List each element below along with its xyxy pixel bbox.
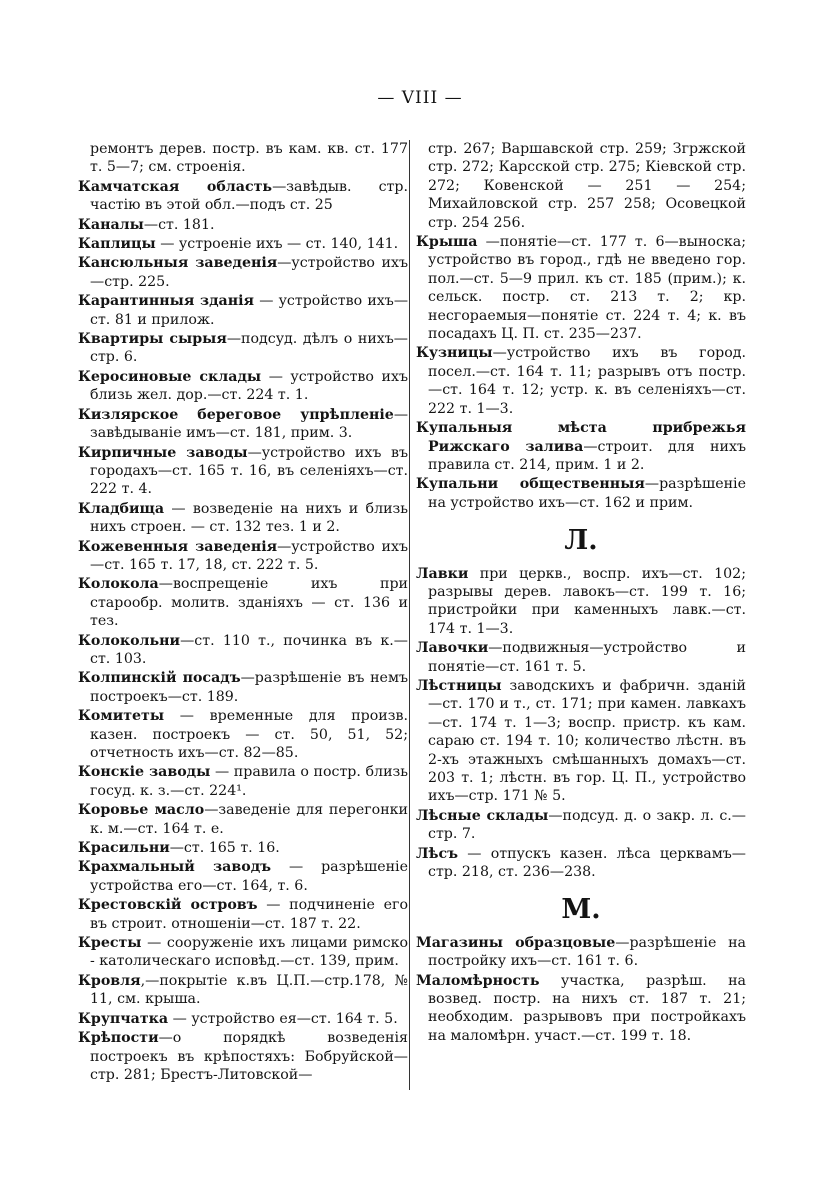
page-number: — VIII — — [377, 88, 463, 108]
index-entry: ремонтъ дерев. постр. въ кам. кв. ст. 177 т. 5—7; см. строенія. — [90, 141, 408, 176]
index-entry: Керосиновые склады — устройство ихъ близь жел. дор.—ст. 224 т. 1. — [78, 368, 408, 404]
index-entry: Колокола—воспрещеніе ихъ при старообр. молитв. зданіяхъ — ст. 136 и тез. — [78, 576, 408, 630]
index-entry: Колпинскій посадъ—разрѣшеніе въ немъ построекъ—ст. 189. — [78, 670, 409, 705]
index-entry: Крахмальный заводъ — разрѣшеніе устройства его—ст. 164, т. 6. — [78, 859, 408, 894]
index-entry: Маломѣрность участка, разрѣш. на возвед. постр. на нихъ ст. 187 т. 21; необходим. разрывовъ при постройкахъ на маломѣрн. участ.—ст. 199 т. 18. — [416, 972, 746, 1044]
index-entry: Каналы—ст. 181. — [78, 216, 215, 233]
section-letter-m: М. — [561, 894, 601, 926]
index-entry: Крупчатка — устройство ея—ст. 164 т. 5. — [78, 1010, 398, 1027]
index-entry: Квартиры сырыя—подсуд. дѣлъ о нихъ—стр. 6. — [78, 331, 408, 366]
index-entry: Камчатская область—завѣдыв. стр. частію въ этой обл.—подъ ст. 25 — [78, 178, 408, 214]
index-entry: Каплицы — устроеніе ихъ — ст. 140, 141. — [78, 236, 399, 253]
index-entry: Купальни общественныя—разрѣшеніе на устройство ихъ—ст. 162 и прим. — [416, 476, 746, 511]
index-entry: Кладбища — возведеніе на нихъ и близь нихъ строен. — ст. 132 тез. 1 и 2. — [78, 500, 408, 536]
index-entry: Лѣсъ — отпускъ казен. лѣса церквамъ—стр. 218, ст. 236—238. — [416, 845, 746, 881]
index-entry: Кожевенныя заведенія—устройство ихъ—ст. 165 т. 17, 18, ст. 222 т. 5. — [78, 538, 408, 573]
index-entry: Карантинныя зданія — устройство ихъ—ст. 81 и прилож. — [78, 293, 409, 328]
index-entry: Лѣстницы заводскихъ и фабричн. зданій—ст. 170 и т., ст. 171; при камен. лавкахъ—ст. 174 т. 1—3; воспр. пристр. къ кам. сараю ст. 194 т. 10; количество лѣстн. въ 2-хъ этажныхъ смѣшанныхъ домахъ—ст. 203 т. 1; лѣстн. въ гор. Ц. П., устройство ихъ—стр. 171 № 5. — [416, 677, 746, 805]
index-entry: Комитеты — временные для произв. казен. построекъ — ст. 50, 51, 52; отчетность ихъ—ст. 82—85. — [78, 708, 408, 761]
index-entry: Купальныя мѣста прибрежья Рижскаго залива—строит. для нихъ правила ст. 214, прим. 1 и 2. — [416, 420, 746, 473]
index-entry: Колокольни—ст. 110 т., починка въ к.—ст. 103. — [78, 632, 408, 667]
index-entry: Коровье масло—заведеніе для перегонки к. м.—ст. 164 т. е. — [78, 802, 408, 837]
index-column-right — [416, 140, 746, 1046]
index-entry: Крыша —понятіе—ст. 177 т. 6—выноска; устройство въ город., гдѣ не введено гор. пол.—ст. 5—9 прил. къ ст. 185 (прим.); к. сельск. постр. ст. 213 т. 2; кр. несгораемыя—понятіе ст. 224 т. 4; к. въ посадахъ Ц. П. ст. 235—237. — [416, 234, 746, 343]
index-entry: Красильни—ст. 165 т. 16. — [78, 840, 280, 857]
index-entry: Кансюльныя заведенія—устройство ихъ—стр. 225. — [78, 255, 408, 290]
index-entry: Кровля,—покрытіе к.въ Ц.П.—стр.178, № 11, см. крыша. — [78, 972, 408, 1008]
index-entry: Крестовскій островъ — подчиненіе его въ строит. отношеніи—ст. 187 т. 22. — [78, 897, 408, 932]
index-entry: Кирпичные заводы—устройство ихъ въ городахъ—ст. 165 т. 16, въ селеніяхъ—ст. 222 т. 4. — [78, 444, 408, 498]
index-entry: Лавочки—подвижныя—устройство и понятіе—ст. 161 т. 5. — [416, 640, 746, 675]
index-entry: Лѣсные склады—подсуд. д. о закр. л. с.—стр. 7. — [416, 807, 746, 843]
index-entry: Конскіе заводы — правила о постр. близь госуд. к. з.—ст. 224¹. — [78, 764, 408, 799]
index-entry: Лавки при церкв., воспр. ихъ—ст. 102; разрывы дерев. лавокъ—ст. 199 т. 16; пристройки при каменныхъ лавк.—ст. 174 т. 1—3. — [416, 565, 746, 637]
index-entry: Кизлярское береговое упрѣпленіе—завѣдываніе имъ—ст. 181, прим. 3. — [78, 406, 408, 442]
section-letter-l: Л. — [564, 525, 598, 557]
index-entry: Кузницы—устройство ихъ въ город. посел.—ст. 164 т. 11; разрывъ отъ постр.—ст. 164 т. 12; устр. к. въ селеніяхъ—ст. 222 т. 1—3. — [416, 345, 746, 417]
index-entry: Кресты — сооруженіе ихъ лицами римско - католическаго исповѣд.—ст. 139, прим. — [78, 935, 408, 970]
index-entry: стр. 267; Варшавской стр. 259; Згржской стр. 272; Карсской стр. 275; Кіевской стр. 272; Ковенской — 251 — 254; Михайловской стр. 257 258; Осовецкой стр. 254 256. — [428, 141, 746, 231]
index-entry: Крѣпости—о порядкѣ возведенія построекъ въ крѣпостяхъ: Бобруйской—стр. 281; Брестъ-Литовской— — [78, 1030, 408, 1083]
index-entry: Магазины образцовые—разрѣшеніе на постройку ихъ—ст. 161 т. 6. — [416, 934, 746, 970]
column-divider — [409, 140, 410, 1090]
index-column-left — [78, 140, 408, 1085]
